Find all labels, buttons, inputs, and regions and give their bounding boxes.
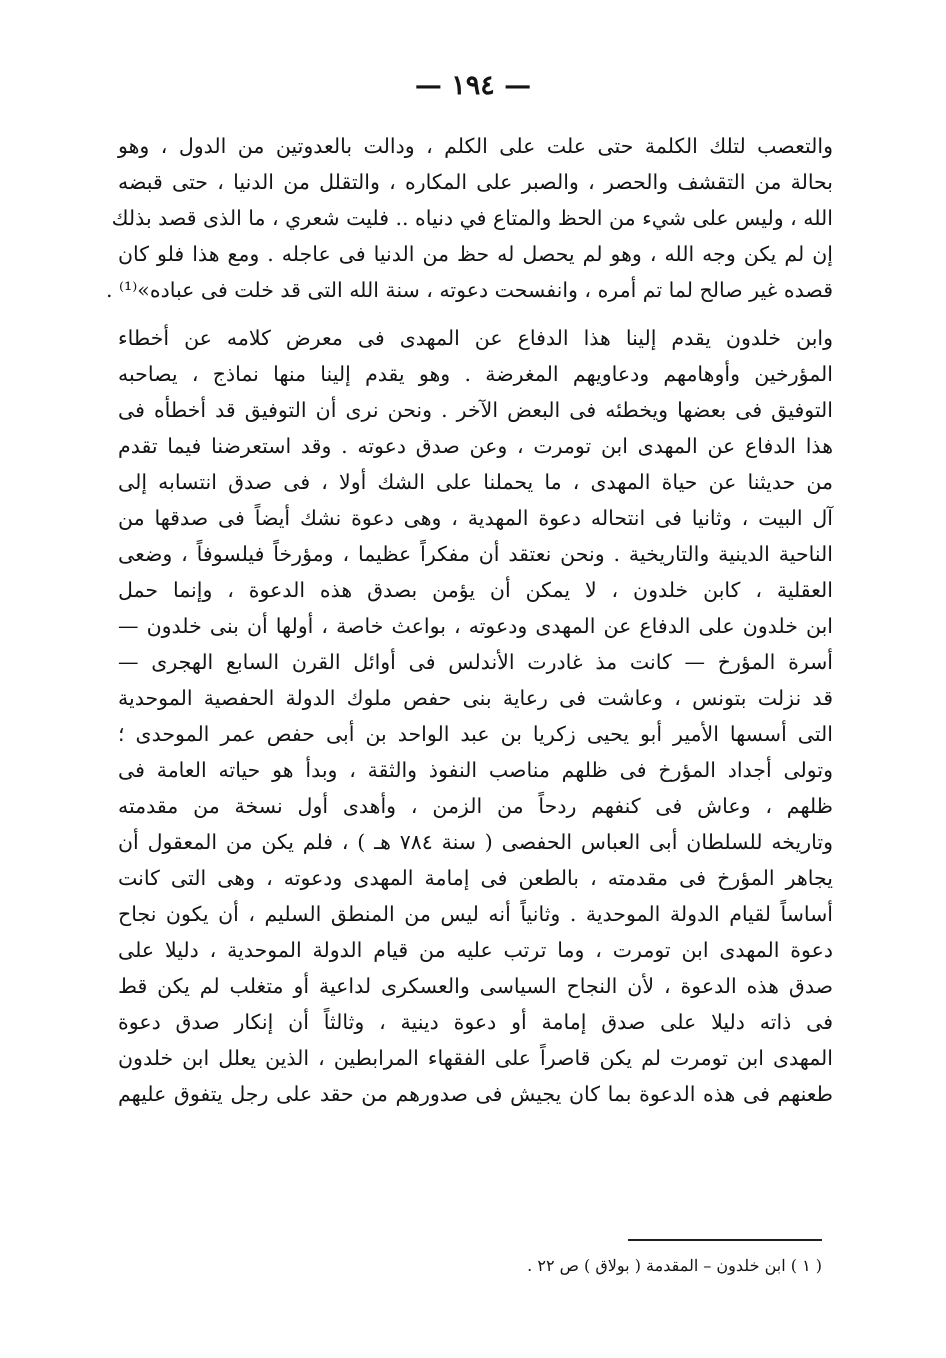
text-line: صدق هذه الدعوة ، لأن النجاح السياسى والعسكرى لداعية أو متغلب لم يكن قط xyxy=(118,974,833,998)
text-line: الله ، وليس على شيء من الحظ والمتاع في دنياه .. فليت شعري ، ما الذى قصد بذلك xyxy=(111,206,833,230)
paragraph-1 xyxy=(105,128,833,308)
text-line: المؤرخين وأوهامهم ودعاويهم المغرضة . وهو يقدم إلينا منها نماذج ، يصاحبه xyxy=(118,362,833,386)
text-line: التى أسسها الأمير أبو يحيى زكريا بن عبد الواحد بن أبى حفص عمر الموحدى ؛ xyxy=(118,722,833,746)
text-line: هذا الدفاع عن المهدى ابن تومرت ، وعن صدق دعوته . وقد استعرضنا فيما تقدم xyxy=(118,434,833,458)
paragraph-gap xyxy=(118,308,833,320)
page-number: — ١٩٤ — xyxy=(414,70,532,101)
text-line: الناحية الدينية والتاريخية . ونحن نعتقد أن مفكراً عظيما ، ومؤرخاً فيلسوفاً ، وضعى xyxy=(118,542,833,566)
footnote-divider xyxy=(628,1239,822,1241)
text-line: وابن خلدون يقدم إلينا هذا الدفاع عن المهدى فى معرض كلامه عن أخطاء xyxy=(118,326,833,350)
text-line: قصده غير صالح لما تم أمره ، وانفسحت دعوته ، سنة الله التى قد خلت فى عباده»⁽¹⁾ . xyxy=(105,278,833,302)
text-line: من حديثنا عن حياة المهدى ، ما يحملنا على الشك أولا ، فى صدق انتسابه إلى xyxy=(118,470,833,494)
footnote: ( ١ ) ابن خلدون – المقدمة ( بولاق ) ص ٢٢ . xyxy=(527,1256,822,1275)
text-line: بحالة من التقشف والحصر ، والصبر على المكاره ، والتقلل من الدنيا ، حتى قبضه xyxy=(118,170,833,194)
text-line: يجاهر المؤرخ فى مقدمته ، بالطعن فى إمامة المهدى ودعوته ، وهى التى كانت xyxy=(118,866,833,890)
text-line: العقلية ، كابن خلدون ، لا يمكن أن يؤمن بصدق هذه الدعوة ، وإنما حمل xyxy=(118,578,833,602)
text-line: قد نزلت بتونس ، وعاشت فى رعاية بنى حفص ملوك الدولة الحفصية الموحدية xyxy=(118,686,833,710)
text-line: والتعصب لتلك الكلمة حتى علت على الكلم ، ودالت بالعدوتين من الدول ، وهو xyxy=(118,134,833,158)
text-line: طعنهم فى هذه الدعوة بما كان يجيش فى صدورهم من حقد على رجل يتفوق عليهم xyxy=(118,1082,833,1106)
text-line: وتاريخه للسلطان أبى العباس الحفصى ( سنة ٧٨٤ هـ ) ، فلم يكن من المعقول أن xyxy=(118,830,833,854)
text-line: وتولى أجداد المؤرخ فى ظلهم مناصب النفوذ والثقة ، وبدأ هو حياته العامة فى xyxy=(118,758,833,782)
text-line: إن لم يكن وجه الله ، وهو لم يحصل له حظ من الدنيا فى عاجله . ومع هذا فلو كان xyxy=(118,242,833,266)
text-line: دعوة المهدى ابن تومرت ، وما ترتب عليه من قيام الدولة الموحدية ، دليلا على xyxy=(118,938,833,962)
text-line: أساساً لقيام الدولة الموحدية . وثانياً أنه ليس من المنطق السليم ، أن يكون نجاح xyxy=(118,902,833,926)
text-line: ابن خلدون على الدفاع عن المهدى ودعوته ، بواعث خاصة ، أولها أن بنى خلدون — xyxy=(118,614,833,638)
text-line: المهدى ابن تومرت لم يكن قاصراً على الفقهاء المرابطين ، الذين يعلل ابن خلدون xyxy=(118,1046,833,1070)
text-line: ظلهم ، وعاش فى كنفهم ردحاً من الزمن ، وأهدى أول نسخة من مقدمته xyxy=(118,794,833,818)
paragraph-2 xyxy=(118,320,833,1112)
text-line: أسرة المؤرخ — كانت مذ غادرت الأندلس فى أوائل القرن السابع الهجرى — xyxy=(118,650,833,674)
text-line: فى ذاته دليلا على صدق إمامة أو دعوة دينية ، وثالثاً أن إنكار صدق دعوة xyxy=(118,1010,833,1034)
body-text xyxy=(105,128,833,1112)
text-line: آل البيت ، وثانيا فى انتحاله دعوة المهدية ، وهى دعوة نشك أيضاً فى صدقها من xyxy=(118,506,833,530)
text-line: التوفيق فى بعضها ويخطئه فى البعض الآخر . ونحن نرى أن التوفيق قد أخطأه فى xyxy=(118,398,833,422)
